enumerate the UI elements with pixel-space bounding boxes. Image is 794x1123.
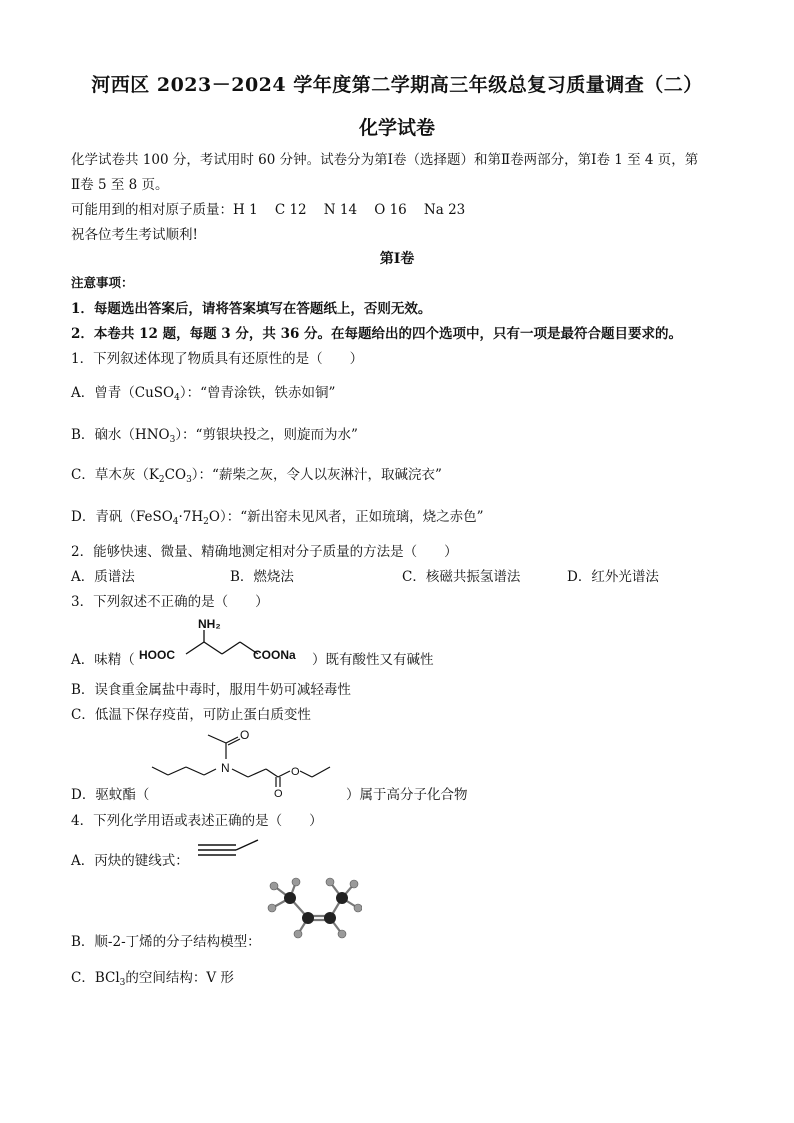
note-2: 2．本卷共 12 题，每题 3 分，共 36 分。在每题给出的四个选项中，只有一项是最符合题目要求的。 xyxy=(71,326,683,342)
intro-line-1: 化学试卷共 100 分，考试用时 60 分钟。试卷分为第Ⅰ卷（选择题）和第Ⅱ卷两部分，第Ⅰ卷 1 至 4 页，第 xyxy=(71,152,699,168)
note-1: 1．每题选出答案后，请将答案填写在答题纸上，否则无效。 xyxy=(71,301,432,317)
propyne-skeletal-formula xyxy=(196,837,262,861)
propyne-bonds xyxy=(198,840,258,855)
msg-nh2-label: NH₂ xyxy=(198,617,221,631)
msg-cooh-label: HOOC xyxy=(139,648,175,662)
q3-option-a-suffix: ）既有酸性又有碱性 xyxy=(312,652,434,668)
q3-option-d-suffix: ）属于高分子化合物 xyxy=(346,787,468,803)
deet-amide-o-atom: O xyxy=(240,728,250,742)
q2-option-b: B．燃烧法 xyxy=(230,569,294,585)
q1-stem: 1．下列叙述体现了物质具有还原性的是（ ） xyxy=(71,351,364,367)
cis-2-butene-ball-model xyxy=(262,876,362,944)
deet-ester-o-atom: O xyxy=(291,766,300,778)
q2-option-c: C．核磁共振氢谱法 xyxy=(402,569,521,585)
q2-option-d: D．红外光谱法 xyxy=(567,569,659,585)
q2-option-a: A．质谱法 xyxy=(71,569,135,585)
q3-stem: 3．下列叙述不正确的是（ ） xyxy=(71,594,269,610)
q4-option-c: C．BCl$_3$的空间结构：V 形 xyxy=(71,970,234,988)
notes-title: 注意事项： xyxy=(71,275,134,290)
q3-option-b: B．误食重金属盐中毒时，服用牛奶可减轻毒性 xyxy=(71,682,351,698)
section-title: 第Ⅰ卷 xyxy=(379,251,415,267)
deet-structure-diagram xyxy=(148,727,340,799)
q3-option-d-prefix: D．驱蚊酯（ xyxy=(71,787,150,803)
msg-skeleton-bonds xyxy=(186,630,258,654)
msg-coona-label: COONa xyxy=(253,648,296,662)
atomic-masses: 可能用到的相对原子质量：H 1 C 12 N 14 O 16 Na 23 xyxy=(71,202,466,218)
deet-n-atom: N xyxy=(221,761,230,775)
q4-option-b: B．顺-2-丁烯的分子结构模型： xyxy=(71,934,261,950)
q1-option-d: D．青矾$(FeSO_4\cdot 7H_2O)$：“新出窑未见风者，正如琉璃，烧之赤色” xyxy=(71,509,484,527)
q2-stem: 2．能够快速、微量、精确地测定相对分子质量的方法是（ ） xyxy=(71,544,458,560)
q1-option-c: C．草木灰$(K_2CO_3)$：“薪柴之灰，令人以灰淋汁，取碱浣衣” xyxy=(71,467,442,485)
msg-structure-diagram xyxy=(136,612,318,668)
deet-carbonyl-o-atom: O xyxy=(274,788,283,799)
good-luck-line: 祝各位考生考试顺利! xyxy=(71,227,198,243)
q1-option-b: B．硇水$(HNO_3)$：“剪银块投之，则旋而为水” xyxy=(71,427,358,445)
deet-skeleton-bonds xyxy=(152,735,330,787)
q4-stem: 4．下列化学用语或表述正确的是（ ） xyxy=(71,813,323,829)
q4-option-a: A．丙炔的键线式： xyxy=(71,853,189,869)
butene-hydrogen-atoms xyxy=(268,878,362,938)
exam-title: 河西区 2023－2024 学年度第二学期高三年级总复习质量调查（二） xyxy=(91,74,703,96)
intro-line-2: Ⅱ卷 5 至 8 页。 xyxy=(71,177,169,193)
q3-option-a-prefix: A．味精（ xyxy=(71,652,135,668)
exam-subtitle: 化学试卷 xyxy=(358,117,435,139)
q1-option-a: A．曾青（CuSO$_4$）：“曾青涂铁，铁赤如铜” xyxy=(71,385,336,403)
q3-option-c: C．低温下保存疫苗，可防止蛋白质变性 xyxy=(71,707,311,723)
butene-model-bonds xyxy=(272,882,358,934)
